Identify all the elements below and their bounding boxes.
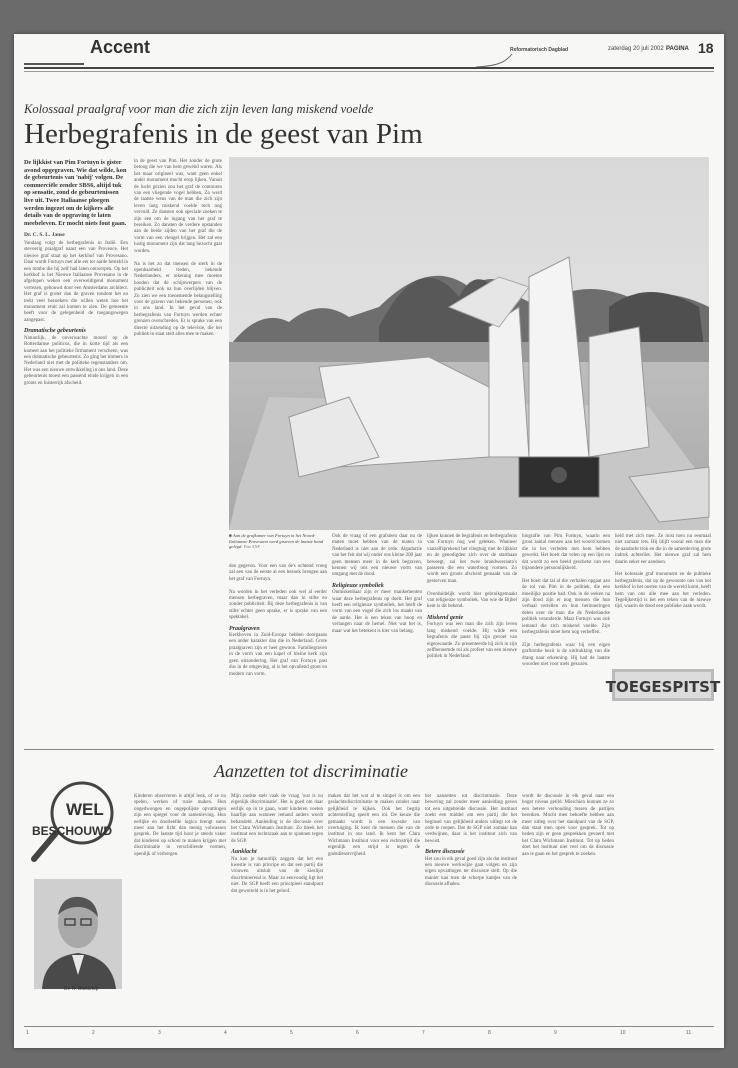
- subhead-miskend: Miskend genie: [427, 614, 464, 621]
- column-6-text: biografie van Pim Fortuyn, waarin een groot aantal mensen aan het woord komen die in het verleden met hem hebben gewerkt. Het boeit dat velen op een lijst en dat wordt zo een beeld geschetst van een bijzondere persoonlijkheid.: [522, 534, 610, 572]
- section-divider: [24, 749, 714, 750]
- caption-text: Aan de grafkamer van Fortuyn in het Noord-Italiaanse Provesano werd gisteren de laatste hand gelegd.: [229, 533, 324, 550]
- column-3-text-a2: Na worden in het verleden ook wel al eerder mensen herbegraven, maar dan in stilte en zonder publiciteit. Bij deze herbegrafenis is van stilte echter geen sprake, er is sprake van een spektakel.: [229, 589, 327, 621]
- footer-mark: 11: [686, 1030, 692, 1036]
- page-number: 18: [698, 40, 714, 56]
- newspaper-name: Reformatorisch Dagblad: [510, 47, 569, 53]
- column-1-text: Vandaag volgt de herbegrafenis in Italië. Een stevoerig praalgraf naast een van Provence. Het nieuwe graf staat op het kerkhof van Provesano. Daar wordt Fortuyn met alle eer ter aarde besteld in een tombe die hij zelf had laten ontwerpen. Op het kerkhof is het Nieuwe Italiaanse Provesano in de afgelopen weken een overweldigend monument verrezen, gebouwd door een Amsterdams architect. Het graf is groter dan de graven rondom het en trekt veel bezoekers die willen weten hoe het monument eruit zal komen te zien. De gemeente heeft voor de gelegenheid de toegangswegen aangepast.: [24, 241, 128, 323]
- logo-word-2: BESCHOUWD: [32, 824, 112, 838]
- article-column-4: [332, 534, 422, 744]
- article-column-1: [24, 241, 128, 741]
- header-rule-thin: [24, 71, 714, 72]
- column-text-3: [328, 794, 420, 1019]
- article-intro: De lijkkist van Pim Fortuyn is gister avond opgegraven. Wie dat wilde, kon de gebeurtenis van 'nabij' volgen. De commerciële zender SBS6, altijd tuk op sensatie, zond de gebeurtenissen live uit. Twee Italiaanse ploegen werden ingezet om de kijkers alle details van de opgraving te laten meebeleven. Er mocht niets fout gaan.: [24, 159, 127, 227]
- author-portrait: [34, 879, 122, 989]
- subhead-aanklacht: Aanklacht: [231, 849, 257, 856]
- column-text-4: [425, 794, 517, 1019]
- footer-mark: 5: [290, 1030, 293, 1036]
- column-5-text-a2: Overduidelijk wordt hier gebruikgemaakt van religieuze symboliek. Van wie de Bijbel kent is dit bekend.: [427, 591, 517, 610]
- column-6-text-c: Zijn herbegrafenis waar hij een eigen graftombe bezit is de uitdrukking van die drang naar erkenning. Hij had de laatste woorden niet voor niets gekozen.: [522, 642, 610, 668]
- toegespitst-text: TOEGESPITST: [605, 678, 721, 696]
- article-column-5: [427, 534, 517, 744]
- footer-mark: 6: [356, 1030, 359, 1036]
- column-text-4-body: het aanzetten tot discriminatie. Deze bewering zal zonder meer aanleiding geven tot een uitgebreide discussie. Het instituut zoekt een middel om een partij die het beginsel van gelijkheid anders uitlegt tot de orde te roepen. Dat de SGP niet zomaar kan verdwijnen, daar is het instituut zich van bewust.: [425, 794, 517, 844]
- column-text-1: [134, 794, 226, 1019]
- column-6-text-b: Het boeit dat tal al die verhalen opgaat aan de rol van Pim in de politiek, die een moeilijke positie had. Ook in de weken na zijn dood zijn er nog mensen die hun verhaal vertellen en hun herinneringen delen over de man die de Nederlandse politiek veranderde. Maar Fortuyn was ook iemand die zich miskend voelde. Zijn herbegrafenis moet hem nog verheffen.: [522, 578, 610, 636]
- column-5-text-b: Fortuyn was een man die zich zijn leven lang miskend voelde. Hij wilde een begrafenis die paste bij zijn gevoel van eigenwaarde. Zo presenteerde hij zich in zijn zelfbenoemde rol als profeet van een nieuwe politiek in Nederland.: [427, 622, 517, 660]
- column-text-2-body-b: Nu kan je natuurlijk zeggen dat het een kwestie is van principe en dat een partij die vrouwen uitsluit van de kieslijst discriminerend is. Maar zo eenvoudig ligt het niet. De SGP heeft een principieel standpunt dat geworteld is in het geloof.: [231, 856, 323, 894]
- subhead-praalgraven: Praalgraven: [229, 625, 260, 632]
- column-text-5-body: wordt de discussie in elk geval naar een hoger niveau getild. Misschien kunnen ze zo een betere verhouding tussen de partijen bereiken. Mocht men behoefte hebben aan meer uitleg over het standpunt van de SGP, dan staat men open voor gesprek. Tot op heden zijn er geen gesprekken gevoerd met het Clara Wichmann Instituut. Tot op heden doet het instituut niet veel om de discussie aan te gaan en het gesprek te zoeken.: [522, 794, 614, 857]
- column-3-text: den gegeven. Voor een van de's ochtend vroeg zal een van de eerste al een bezoek brengen aan het graf van Fortuyn.: [229, 564, 327, 582]
- column-2-text-b: Na is het zo dat mensen de sterk in de openbaarheid treden, bekende Nederlanders, er rekening mee moeten houden dat de schijnwerpers van de publiciteit ook na hun overlijden blijven. Zo zien we een toenemende belangstelling voor de graven van bekende personen, ook in ons land. In het geval van de herbegrafenis van Fortuyn werden echter grenzen overschreden. Er is sprake van een directe uitzending op de televisie, die het publiek in staat stelt alles mee te maken.: [134, 261, 222, 337]
- footer-mark: 10: [620, 1030, 626, 1036]
- footer-mark: 7: [422, 1030, 425, 1036]
- column-text-5: [522, 794, 614, 1019]
- section-title: Accent: [90, 37, 151, 57]
- page-label: PAGINA: [666, 46, 689, 52]
- article-kicker: Kolossaal praalgraf voor man die zich zijn leven lang miskend voelde: [24, 102, 374, 116]
- header-rule: [24, 67, 714, 69]
- article-column-2: [134, 159, 222, 739]
- author-name: Dr. R. Bisschop: [64, 986, 99, 992]
- column-text-4-body-b: Het zou in elk geval goed zijn als dat instituut een nieuwe werkwijze gaat volgen en zijn eigen opvattingen ter discussie stelt. Op die manier kan men de scherpe kantjes van de discussie afhalen.: [425, 856, 517, 888]
- column-5-text: lijken kunnen de begrafenis en herbegrafenis van Fortuyn nog wel geleken. Wanneer vanzelfsprekend het vliegtuig met de lijkkist en de genodigden zich over de startbaan beweegt, zal het twee brandweerauto's passeren die een waterboog vormen. Zo wordt een groots afscheid gemaakt van de gestorven man.: [427, 534, 517, 584]
- footer-mark: 4: [224, 1030, 227, 1036]
- column-text-3-body: maken dat het wat al te simpel is om een geslachtsdiscriminatie te maken zonder naar gelijkheid te kijken. Ook het begrip achterstelling speelt een rol. De keuze die gemaakt wordt is een kwestie van overtuiging. Ik kent de mensen die van de instituut in ons land. Ik kent het Clara Wichmann Instituut voor een rechtsstrijd die eigenlijk een strijd is tegen de godsdienstvrijheid.: [328, 794, 420, 857]
- column-1-text-b: Natuurlijk, de onverwachte moord op de Rotterdamse politicus, die in korte tijd als een komeet aan het politieke firmament verscheen, was een dramatische gebeurtenis. Zo ging het immers in Nederland niet met de politieke tegenstanders om. Het was een nieuwe ontwikkeling in ons land. Deze gebeurtenis moest een passend einde krijgen in een groots en luisterrijk afscheid.: [24, 335, 128, 386]
- photo-caption: [229, 533, 327, 550]
- subhead-dramatische: Dramatische gebeurtenis: [24, 328, 86, 335]
- grave-monument-photo: [229, 157, 709, 530]
- section-decoration-lines: [24, 42, 86, 68]
- column-7-text: heid met zich mee. Ze mist toen nu eenmaal niet zomaar iets. Hij blijft vooral een man die de aandacht trok en die in de samenleving grote indruk achterliet. Het nieuwe graf zal hem daarin zeker eer aandoen.: [615, 534, 711, 565]
- column-2-text: in de geest van Pim. Het zonder de grote betoog die we van hem gewend waren. Als het maar origineel was, want geen enkel ander monument mocht erop lijken. Vanuit de lucht gezien zou het graf de contouren van een vliegende vogel hebben. Zo werd de laatste wens van de man die zich zijn leven lang miskend voelde toch nog vervuld. Ze dansten ook speciale zoeken te zijn een om de ingang van het graf te bereiken. Zo dansten de verdere opstanden aan de beide zijden van het graf die de vorm van een vleugel krijgen. Het zal een lustig monument zijn dat lang bezocht gaat worden.: [134, 159, 222, 254]
- column-4-text-b: Onmiskenbaar zijn er meer mankementen waar deze herbegrafenis op doelt. Het graf heeft een religieuze symboliek, het heeft de vorm van een vogel die zich los maakt van de aarde. Het is een teken van hoop en verlangen naar de hemel. Niet wat het is, maar wat het betekent is hier van belang.: [332, 590, 422, 634]
- toegespitst-logo: [605, 669, 721, 701]
- caption-arrow-icon: ■: [229, 533, 232, 538]
- subhead-betere-discussie: Betere discussie: [425, 849, 465, 856]
- article-column-6: [522, 534, 610, 744]
- wel-beschouwd-logo: [26, 779, 122, 863]
- footer-mark: 9: [554, 1030, 557, 1036]
- footer-mark: 2: [92, 1030, 95, 1036]
- column-text-2-body: Mijn oudste stelt vaak de vraag 'wat is nu eigenlijk discriminatie'. Het is goed om daar eerlijk op in te gaan, want kinderen voelen haarfijn aan wanneer iemand anders wordt behandeld. Aanleiding is de discussie over het Clara Wichmann Instituut. Zo bleek het instituut een rechtszaak aan te spannen tegen de SGP.: [231, 794, 323, 844]
- caption-credit: Foto ANP: [243, 544, 260, 550]
- footer-mark: 1: [26, 1030, 29, 1036]
- article-column-3: [229, 564, 327, 744]
- article-headline: Herbegrafenis in de geest van Pim: [24, 118, 423, 150]
- article-byline: Dr. C. S. L. Janse: [24, 232, 65, 238]
- column-4-text: Ook de vraag of een grafsteen daar nu de maten moet hebben van de maten in Nederland is niet aan de orde. Algadactie van het feit dat wij onder ons kleine 200 jaar geen mensen meer in de kerk begraven, kennen wij ons een nieuwe vorm van omgang met de dood.: [332, 534, 422, 578]
- footer-rule: [24, 1026, 714, 1027]
- footer-mark: 8: [488, 1030, 491, 1036]
- footer-mark: 3: [158, 1030, 161, 1036]
- column-text-2: [231, 794, 323, 1019]
- newspaper-page: [14, 34, 724, 1048]
- column-3-text-b: Kerkhoven in Zuid-Europa hebben doorgaans een ander karakter dan die in Nederland. Grote praalgraven zijn er heel gewoon. Familiegraven in de vorm van een kapel of kleine kerk zijn geen uitzondering. Het graf van Fortuyn past dus in de omgeving, al is het opvallend groot en modern van vorm.: [229, 633, 327, 677]
- column-headline: Aanzetten tot discriminatie: [214, 761, 408, 781]
- subhead-religieuze: Religieuze symboliek: [332, 582, 384, 589]
- article-column-7: [615, 534, 711, 664]
- column-7-text-b: Het kolossale graf monument en de publieke herbegrafenis, dat op de gewoonte ons van het kerkhof in het oosten van de wereld komt, heeft hem van ons alle mee aan het verleden. Tegelijkertijd is het een teken van de nieuwe tijd, waarin de dood een publieke zaak wordt.: [615, 572, 711, 610]
- column-text-1-body: Kinderen observeren is altijd leuk, of ze nu spelen, werken of ruzie maken. Hun ongedwongen en ongepolijste opvattingen zijn een spiegel voor de samenleving. Hun eerlijke en doorleefde logica brengt soms meer aan het licht dan menig volwassen gesprek. De laatste tijd hoor je steeds vaker dat kinderen op school te maken krijgen met discriminatie in verschillende vormen, openlijk of verborgen.: [134, 794, 226, 857]
- issue-date: zaterdag 20 juli 2002: [608, 46, 664, 52]
- logo-word-1: WEL: [66, 800, 104, 819]
